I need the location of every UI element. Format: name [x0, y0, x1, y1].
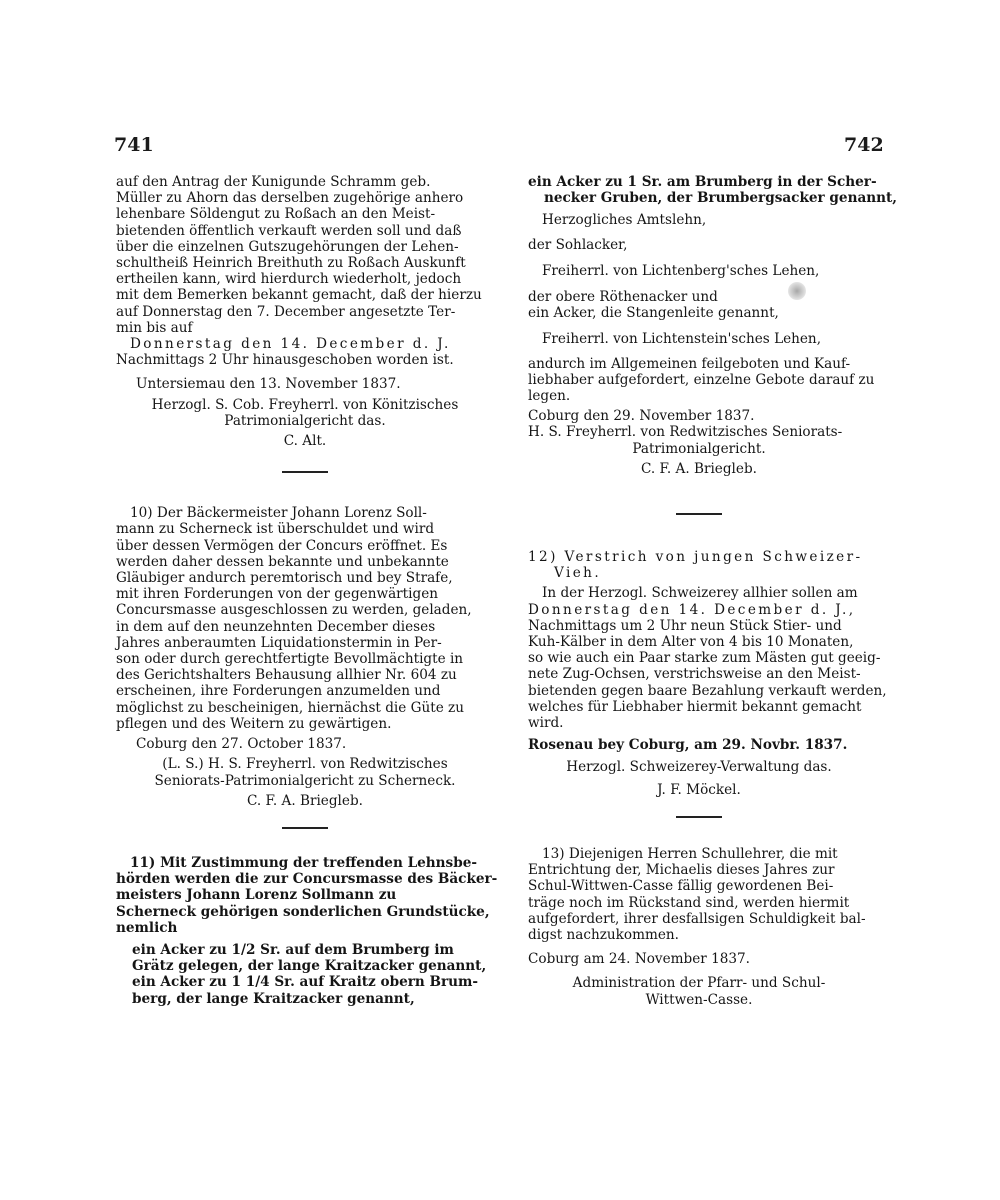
- signature-line: Herzogl. Schweizerey-Verwaltung das.: [566, 759, 832, 776]
- right-column: [528, 174, 898, 1008]
- text-line: auf den Antrag der Kunigunde Schramm geb.: [116, 174, 431, 190]
- text-line: Müller zu Ahorn das derselben zugehörige anhero: [116, 190, 464, 207]
- text-line: Entrichtung der, Michaelis dieses Jahres zur: [528, 862, 835, 879]
- notice-12-heading: [528, 549, 870, 581]
- text-line: Scherneck gehörigen sonderlichen Grundstücke,: [116, 903, 490, 920]
- notice-heading: Vieh.: [554, 565, 602, 582]
- text-line: min bis auf: [116, 319, 193, 336]
- page-number-right: 742: [844, 134, 884, 156]
- signature-name: C. F. A. Briegleb.: [247, 792, 363, 809]
- place-date: Rosenau bey Coburg, am 29. Novbr. 1837.: [528, 737, 848, 754]
- parcel-line: ein Acker zu 1 1/4 Sr. auf Kraitz obern Brum-: [132, 974, 479, 991]
- signature-line: (L. S.) H. S. Freyherrl. von Redwitzisches: [162, 756, 448, 773]
- place-date: Coburg am 24. November 1837.: [528, 951, 750, 968]
- text-line: Gläubiger andurch peremtorisch und bey Strafe,: [116, 570, 453, 587]
- text-line: des Gerichtshalters Behausung allhier Nr. 604 zu: [116, 667, 457, 684]
- text-line: In der Herzogl. Schweizerey allhier sollen am: [542, 585, 858, 602]
- signature-line: H. S. Freyherrl. von Redwitzisches Seniorats-: [528, 424, 843, 441]
- text-line: bietenden öffentlich verkauft werden soll und daß: [116, 222, 462, 239]
- parcel-line: der obere Röthenacker und: [528, 289, 718, 306]
- parcel-line: ein Acker, die Stangenleite genannt,: [528, 305, 779, 322]
- signature-line: Wittwen-Casse.: [645, 991, 753, 1008]
- notice-11: [116, 854, 498, 1007]
- text-line: über dessen Vermögen der Concurs eröffnet. Es: [116, 537, 448, 554]
- signature-line: Seniorats-Patrimonialgericht zu Scherneck.: [154, 772, 456, 789]
- text-line: mit dem Bemerken bekannt gemacht, daß der hierzu: [116, 287, 482, 304]
- text-line: pflegen und des Weitern zu gewärtigen.: [116, 715, 392, 732]
- text-line: über die einzelnen Gutszugehörungen der Lehen-: [116, 238, 459, 255]
- notice-12: [528, 585, 887, 732]
- text-line: 11) Mit Zustimmung der treffenden Lehnsbe-: [130, 854, 477, 871]
- text-line: Kuh-Kälber in dem Alter von 4 bis 10 Monaten,: [528, 634, 854, 651]
- notice-13: [528, 846, 870, 943]
- ink-smudge: [788, 282, 806, 300]
- text-line: Nachmittags um 2 Uhr neun Stück Stier- und: [528, 617, 842, 634]
- text-line: Schul-Wittwen-Casse fällig gewordenen Bei-: [528, 878, 834, 895]
- text-line: son oder durch gerechtfertigte Bevollmächtigte in: [116, 651, 464, 668]
- text-line: erscheinen, ihre Forderungen anzumelden und: [116, 683, 441, 700]
- signature-line: Administration der Pfarr- und Schul-: [572, 975, 826, 992]
- signature-name: C. F. A. Briegleb.: [641, 460, 757, 477]
- place-date: Untersiemau den 13. November 1837.: [136, 376, 401, 393]
- text-line: welches für Liebhaber hiermit bekannt gemacht: [528, 698, 862, 715]
- auction-time-line: Nachmittags 2 Uhr hinausgeschoben worden ist.: [116, 352, 454, 369]
- fief-heading: Freiherrl. von Lichtenberg'sches Lehen,: [542, 262, 820, 279]
- text-line: Donnerstag den 14. December d. J.,: [528, 601, 856, 618]
- place-date: Coburg den 29. November 1837.: [528, 408, 755, 425]
- text-line: ertheilen kann, wird hierdurch wiederholt, jedoch: [116, 271, 462, 288]
- parcel-line: der Sohlacker,: [528, 236, 628, 253]
- text-line: meisters Johann Lorenz Sollmann zu: [116, 887, 397, 904]
- text-line: andurch im Allgemeinen feilgeboten und Kauf-: [528, 355, 851, 372]
- place-date: Coburg den 27. October 1837.: [136, 736, 347, 753]
- text-line: 13) Diejenigen Herren Schullehrer, die mit: [542, 845, 838, 862]
- signature-line: Patrimonialgericht.: [632, 440, 766, 457]
- text-line: legen.: [528, 388, 571, 405]
- text-line: digst nachzukommen.: [528, 926, 679, 943]
- text-line: bietenden gegen baare Bezahlung verkauft werden,: [528, 682, 887, 699]
- continued-notice: [116, 174, 494, 368]
- text-line: hörden werden die zur Concursmasse des Bäcker-: [116, 871, 498, 888]
- text-line: aufgefordert, ihrer desfallsigen Schuldigkeit bal-: [528, 910, 866, 927]
- text-line: auf Donnerstag den 7. December angesetzte Ter-: [116, 303, 456, 320]
- signature-name: C. Alt.: [283, 433, 327, 450]
- separator-rule: [676, 513, 722, 515]
- separator-rule: [282, 827, 328, 829]
- text-line: nete Zug-Ochsen, verstrichsweise an den Meist-: [528, 666, 861, 683]
- page-number-left: 741: [114, 134, 154, 156]
- auction-date-line: Donnerstag den 14. December d. J.: [130, 336, 451, 353]
- signature-line: Herzogl. S. Cob. Freyherrl. von Könitzisches: [151, 396, 459, 413]
- separator-rule: [282, 471, 328, 473]
- text-line: möglichst zu bescheinigen, hiernächst die Güte zu: [116, 699, 464, 716]
- parcel-line: berg, der lange Kraitzacker genannt,: [132, 990, 415, 1007]
- text-line: nemlich: [116, 919, 178, 936]
- text-line: mann zu Scherneck ist überschuldet und wird: [116, 521, 435, 538]
- notice-heading: 12) Verstrich von jungen Schweizer-: [528, 549, 863, 566]
- fief-heading: Freiherrl. von Lichtenstein'sches Lehen,: [542, 331, 822, 348]
- parcel-line: Grätz gelegen, der lange Kraitzacker genannt,: [132, 958, 487, 975]
- parcel-line: ein Acker zu 1 Sr. am Brumberg in der Scher-: [528, 174, 877, 190]
- separator-rule: [676, 816, 722, 818]
- signature-line: Patrimonialgericht das.: [224, 412, 386, 429]
- text-line: liebhaber aufgefordert, einzelne Gebote darauf zu: [528, 371, 875, 388]
- left-column: [116, 174, 498, 1007]
- notice-10: [116, 505, 494, 732]
- text-line: so wie auch ein Paar starke zum Mästen gut geeig-: [528, 650, 881, 667]
- text-line: lehenbare Söldengut zu Roßach an den Meist-: [116, 206, 436, 223]
- offer-text: [528, 355, 875, 405]
- text-line: werden daher dessen bekannte und unbekannte: [116, 553, 449, 570]
- text-line: schultheiß Heinrich Breithuth zu Roßach Auskunft: [116, 255, 466, 272]
- text-line: Concursmasse ausgeschlossen zu werden, geladen,: [116, 602, 472, 619]
- text-line: wird.: [528, 715, 564, 732]
- parcel-line: ein Acker zu 1/2 Sr. auf dem Brumberg im: [132, 941, 454, 958]
- parcel-line: necker Gruben, der Brumbergsacker genannt,: [544, 190, 898, 207]
- text-line: Jahres anberaumten Liquidationstermin in Per-: [116, 634, 442, 651]
- text-line: träge noch im Rückstand sind, werden hiermit: [528, 894, 850, 911]
- parcel-list: [528, 174, 898, 207]
- text-line: in dem auf den neunzehnten December dieses: [116, 618, 436, 635]
- fief-heading: Herzogliches Amtslehn,: [542, 212, 707, 229]
- signature-name: J. F. Möckel.: [657, 781, 741, 798]
- text-line: 10) Der Bäckermeister Johann Lorenz Soll-: [130, 505, 427, 522]
- text-line: mit ihren Forderungen von der gegenwärtigen: [116, 586, 438, 603]
